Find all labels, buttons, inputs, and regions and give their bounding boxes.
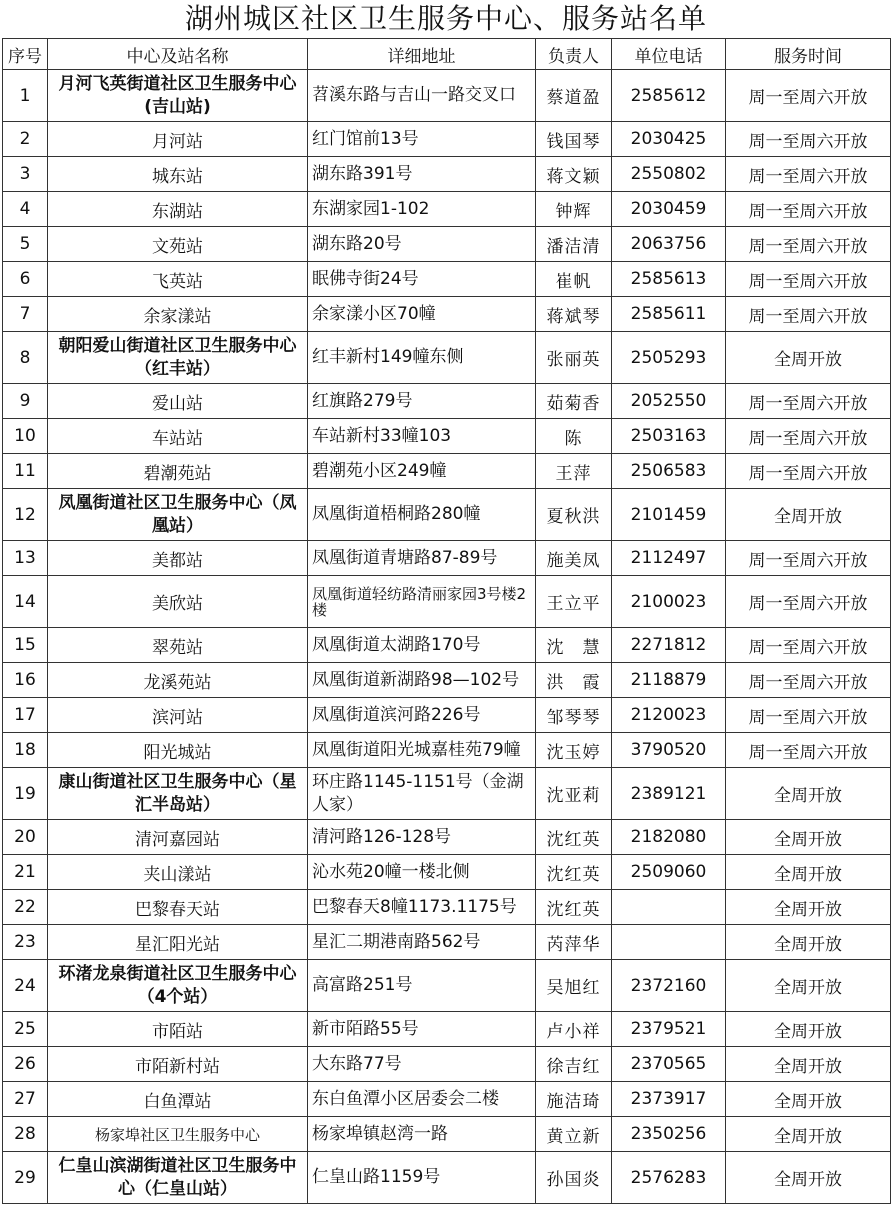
row-number: 11	[3, 454, 48, 489]
table-row	[3, 419, 891, 454]
table-row	[3, 332, 891, 384]
station-name: 杨家埠社区卫生服务中心	[48, 1117, 308, 1152]
station-phone: 2585611	[612, 297, 726, 332]
station-address: 东白鱼潭小区居委会二楼	[308, 1082, 536, 1117]
row-number: 10	[3, 419, 48, 454]
station-person: 徐吉红	[536, 1047, 612, 1082]
station-name: 爱山站	[48, 384, 308, 419]
station-name: 文苑站	[48, 227, 308, 262]
station-name: 市陌站	[48, 1012, 308, 1047]
header-person: 负责人	[536, 39, 612, 70]
station-name: 月河站	[48, 122, 308, 157]
table-body	[3, 70, 891, 1204]
station-address: 眠佛寺街24号	[308, 262, 536, 297]
station-person: 钟辉	[536, 192, 612, 227]
station-address: 凤凰街道滨河路226号	[308, 698, 536, 733]
table-row	[3, 890, 891, 925]
table-row	[3, 698, 891, 733]
row-number: 28	[3, 1117, 48, 1152]
service-hours: 全周开放	[726, 855, 891, 890]
service-hours: 周一至周六开放	[726, 733, 891, 768]
row-number: 24	[3, 960, 48, 1012]
station-phone: 2350256	[612, 1117, 726, 1152]
table-row	[3, 227, 891, 262]
service-hours: 全周开放	[726, 890, 891, 925]
station-name: 月河飞英街道社区卫生服务中心(吉山站)	[48, 70, 308, 122]
service-hours: 周一至周六开放	[726, 157, 891, 192]
station-person: 茹菊香	[536, 384, 612, 419]
station-address: 杨家埠镇赵湾一路	[308, 1117, 536, 1152]
station-address: 凤凰街道轻纺路清丽家园3号楼2楼	[308, 576, 536, 628]
station-name: 市陌新村站	[48, 1047, 308, 1082]
station-address: 高富路251号	[308, 960, 536, 1012]
row-number: 2	[3, 122, 48, 157]
station-address: 红丰新村149幢东侧	[308, 332, 536, 384]
station-name: 星汇阳光站	[48, 925, 308, 960]
station-address: 湖东路20号	[308, 227, 536, 262]
station-name: 康山街道社区卫生服务中心（星汇半岛站）	[48, 768, 308, 820]
table-row	[3, 70, 891, 122]
row-number: 12	[3, 489, 48, 541]
station-person: 蔡道盈	[536, 70, 612, 122]
station-table	[2, 38, 891, 1204]
table-row	[3, 576, 891, 628]
header-hours: 服务时间	[726, 39, 891, 70]
station-address: 环庄路1145-1151号（金湖人家）	[308, 768, 536, 820]
table-row	[3, 192, 891, 227]
station-phone: 2506583	[612, 454, 726, 489]
service-hours: 全周开放	[726, 1082, 891, 1117]
station-phone: 2370565	[612, 1047, 726, 1082]
station-name: 清河嘉园站	[48, 820, 308, 855]
row-number: 13	[3, 541, 48, 576]
station-phone: 2030425	[612, 122, 726, 157]
station-person: 孙国炎	[536, 1152, 612, 1204]
station-person: 崔帆	[536, 262, 612, 297]
station-name: 阳光城站	[48, 733, 308, 768]
station-name: 仁皇山滨湖街道社区卫生服务中心（仁皇山站）	[48, 1152, 308, 1204]
service-hours: 周一至周六开放	[726, 192, 891, 227]
station-address: 凤凰街道新湖路98—102号	[308, 663, 536, 698]
row-number: 7	[3, 297, 48, 332]
station-address: 清河路126-128号	[308, 820, 536, 855]
station-address: 沁水苑20幢一楼北侧	[308, 855, 536, 890]
station-phone: 2505293	[612, 332, 726, 384]
station-address: 红旗路279号	[308, 384, 536, 419]
station-person: 沈 慧	[536, 628, 612, 663]
table-row	[3, 855, 891, 890]
station-address: 红门馆前13号	[308, 122, 536, 157]
station-phone: 2271812	[612, 628, 726, 663]
table-row	[3, 1152, 891, 1204]
station-phone	[612, 890, 726, 925]
station-address: 东湖家园1-102	[308, 192, 536, 227]
station-person: 潘洁清	[536, 227, 612, 262]
station-phone: 2100023	[612, 576, 726, 628]
row-number: 21	[3, 855, 48, 890]
row-number: 27	[3, 1082, 48, 1117]
row-number: 4	[3, 192, 48, 227]
table-row	[3, 541, 891, 576]
row-number: 3	[3, 157, 48, 192]
header-address: 详细地址	[308, 39, 536, 70]
service-hours: 周一至周六开放	[726, 541, 891, 576]
row-number: 6	[3, 262, 48, 297]
station-phone: 2585612	[612, 70, 726, 122]
station-person: 王萍	[536, 454, 612, 489]
station-person: 邹琴琴	[536, 698, 612, 733]
service-hours: 全周开放	[726, 1152, 891, 1204]
header-no: 序号	[3, 39, 48, 70]
row-number: 18	[3, 733, 48, 768]
station-person: 施美凤	[536, 541, 612, 576]
table-row	[3, 768, 891, 820]
service-hours: 周一至周六开放	[726, 297, 891, 332]
station-address: 湖东路391号	[308, 157, 536, 192]
station-phone: 2373917	[612, 1082, 726, 1117]
table-row	[3, 454, 891, 489]
station-phone: 2509060	[612, 855, 726, 890]
row-number: 25	[3, 1012, 48, 1047]
station-phone	[612, 925, 726, 960]
table-row	[3, 122, 891, 157]
service-hours: 周一至周六开放	[726, 663, 891, 698]
service-hours: 全周开放	[726, 1117, 891, 1152]
service-hours: 全周开放	[726, 925, 891, 960]
row-number: 19	[3, 768, 48, 820]
station-person: 沈红英	[536, 890, 612, 925]
station-address: 凤凰街道梧桐路280幢	[308, 489, 536, 541]
service-hours: 周一至周六开放	[726, 698, 891, 733]
table-row	[3, 925, 891, 960]
station-address: 苕溪东路与吉山一路交叉口	[308, 70, 536, 122]
station-name: 龙溪苑站	[48, 663, 308, 698]
station-phone: 2182080	[612, 820, 726, 855]
station-phone: 2550802	[612, 157, 726, 192]
row-number: 17	[3, 698, 48, 733]
service-hours: 全周开放	[726, 1012, 891, 1047]
table-row	[3, 960, 891, 1012]
table-row	[3, 733, 891, 768]
station-name: 碧潮苑站	[48, 454, 308, 489]
table-row	[3, 820, 891, 855]
station-person: 卢小祥	[536, 1012, 612, 1047]
station-name: 朝阳爱山街道社区卫生服务中心（红丰站）	[48, 332, 308, 384]
station-person: 张丽英	[536, 332, 612, 384]
station-name: 美都站	[48, 541, 308, 576]
table-row	[3, 663, 891, 698]
service-hours: 周一至周六开放	[726, 70, 891, 122]
header-row	[3, 39, 891, 70]
station-name: 东湖站	[48, 192, 308, 227]
service-hours: 周一至周六开放	[726, 262, 891, 297]
station-name: 飞英站	[48, 262, 308, 297]
table-row	[3, 1012, 891, 1047]
station-phone: 2576283	[612, 1152, 726, 1204]
station-person: 钱国琴	[536, 122, 612, 157]
station-person: 王立平	[536, 576, 612, 628]
row-number: 16	[3, 663, 48, 698]
table-row	[3, 628, 891, 663]
station-name: 环渚龙泉街道社区卫生服务中心（4个站）	[48, 960, 308, 1012]
station-address: 车站新村33幢103	[308, 419, 536, 454]
station-phone: 2585613	[612, 262, 726, 297]
station-address: 凤凰街道阳光城嘉桂苑79幢	[308, 733, 536, 768]
table-row	[3, 1117, 891, 1152]
table-row	[3, 157, 891, 192]
table-row	[3, 1082, 891, 1117]
station-phone: 2120023	[612, 698, 726, 733]
station-address: 新市陌路55号	[308, 1012, 536, 1047]
service-hours: 周一至周六开放	[726, 576, 891, 628]
table-row	[3, 384, 891, 419]
station-phone: 2389121	[612, 768, 726, 820]
station-phone: 2052550	[612, 384, 726, 419]
row-number: 8	[3, 332, 48, 384]
service-hours: 周一至周六开放	[726, 384, 891, 419]
station-phone: 3790520	[612, 733, 726, 768]
station-phone: 2503163	[612, 419, 726, 454]
station-phone: 2372160	[612, 960, 726, 1012]
service-hours: 周一至周六开放	[726, 122, 891, 157]
station-person: 陈	[536, 419, 612, 454]
row-number: 23	[3, 925, 48, 960]
station-name: 车站站	[48, 419, 308, 454]
table-row	[3, 262, 891, 297]
station-name: 凤凰街道社区卫生服务中心（凤凰站）	[48, 489, 308, 541]
station-person: 蒋文颖	[536, 157, 612, 192]
service-hours: 全周开放	[726, 489, 891, 541]
station-person: 芮萍华	[536, 925, 612, 960]
table-row	[3, 297, 891, 332]
station-phone: 2112497	[612, 541, 726, 576]
station-person: 夏秋洪	[536, 489, 612, 541]
station-address: 大东路77号	[308, 1047, 536, 1082]
row-number: 15	[3, 628, 48, 663]
row-number: 5	[3, 227, 48, 262]
station-person: 沈亚莉	[536, 768, 612, 820]
service-hours: 全周开放	[726, 768, 891, 820]
header-name: 中心及站名称	[48, 39, 308, 70]
station-name: 美欣站	[48, 576, 308, 628]
header-phone: 单位电话	[612, 39, 726, 70]
station-name: 夹山漾站	[48, 855, 308, 890]
station-address: 凤凰街道太湖路170号	[308, 628, 536, 663]
station-person: 洪 霞	[536, 663, 612, 698]
service-hours: 全周开放	[726, 332, 891, 384]
station-name: 翠苑站	[48, 628, 308, 663]
station-name: 城东站	[48, 157, 308, 192]
station-phone: 2118879	[612, 663, 726, 698]
station-address: 碧潮苑小区249幢	[308, 454, 536, 489]
station-person: 施洁琦	[536, 1082, 612, 1117]
service-hours: 周一至周六开放	[726, 227, 891, 262]
service-hours: 周一至周六开放	[726, 454, 891, 489]
station-name: 滨河站	[48, 698, 308, 733]
station-person: 黄立新	[536, 1117, 612, 1152]
station-address: 星汇二期港南路562号	[308, 925, 536, 960]
service-hours: 全周开放	[726, 960, 891, 1012]
row-number: 9	[3, 384, 48, 419]
station-person: 沈玉婷	[536, 733, 612, 768]
station-phone: 2379521	[612, 1012, 726, 1047]
service-hours: 周一至周六开放	[726, 419, 891, 454]
station-address: 巴黎春天8幢1173.1175号	[308, 890, 536, 925]
row-number: 29	[3, 1152, 48, 1204]
station-name: 巴黎春天站	[48, 890, 308, 925]
station-person: 蒋斌琴	[536, 297, 612, 332]
station-name: 白鱼潭站	[48, 1082, 308, 1117]
row-number: 1	[3, 70, 48, 122]
station-address: 凤凰街道青塘路87-89号	[308, 541, 536, 576]
row-number: 22	[3, 890, 48, 925]
table-row	[3, 1047, 891, 1082]
station-address: 余家漾小区70幢	[308, 297, 536, 332]
row-number: 26	[3, 1047, 48, 1082]
service-hours: 全周开放	[726, 820, 891, 855]
station-phone: 2030459	[612, 192, 726, 227]
station-name: 余家漾站	[48, 297, 308, 332]
service-hours: 全周开放	[726, 1047, 891, 1082]
station-person: 沈红英	[536, 855, 612, 890]
station-phone: 2063756	[612, 227, 726, 262]
service-hours: 周一至周六开放	[726, 628, 891, 663]
page-title: 湖州城区社区卫生服务中心、服务站名单	[184, 2, 707, 35]
station-person: 沈红英	[536, 820, 612, 855]
table-row	[3, 489, 891, 541]
row-number: 14	[3, 576, 48, 628]
station-person: 吴旭红	[536, 960, 612, 1012]
row-number: 20	[3, 820, 48, 855]
station-phone: 2101459	[612, 489, 726, 541]
station-address: 仁皇山路1159号	[308, 1152, 536, 1204]
